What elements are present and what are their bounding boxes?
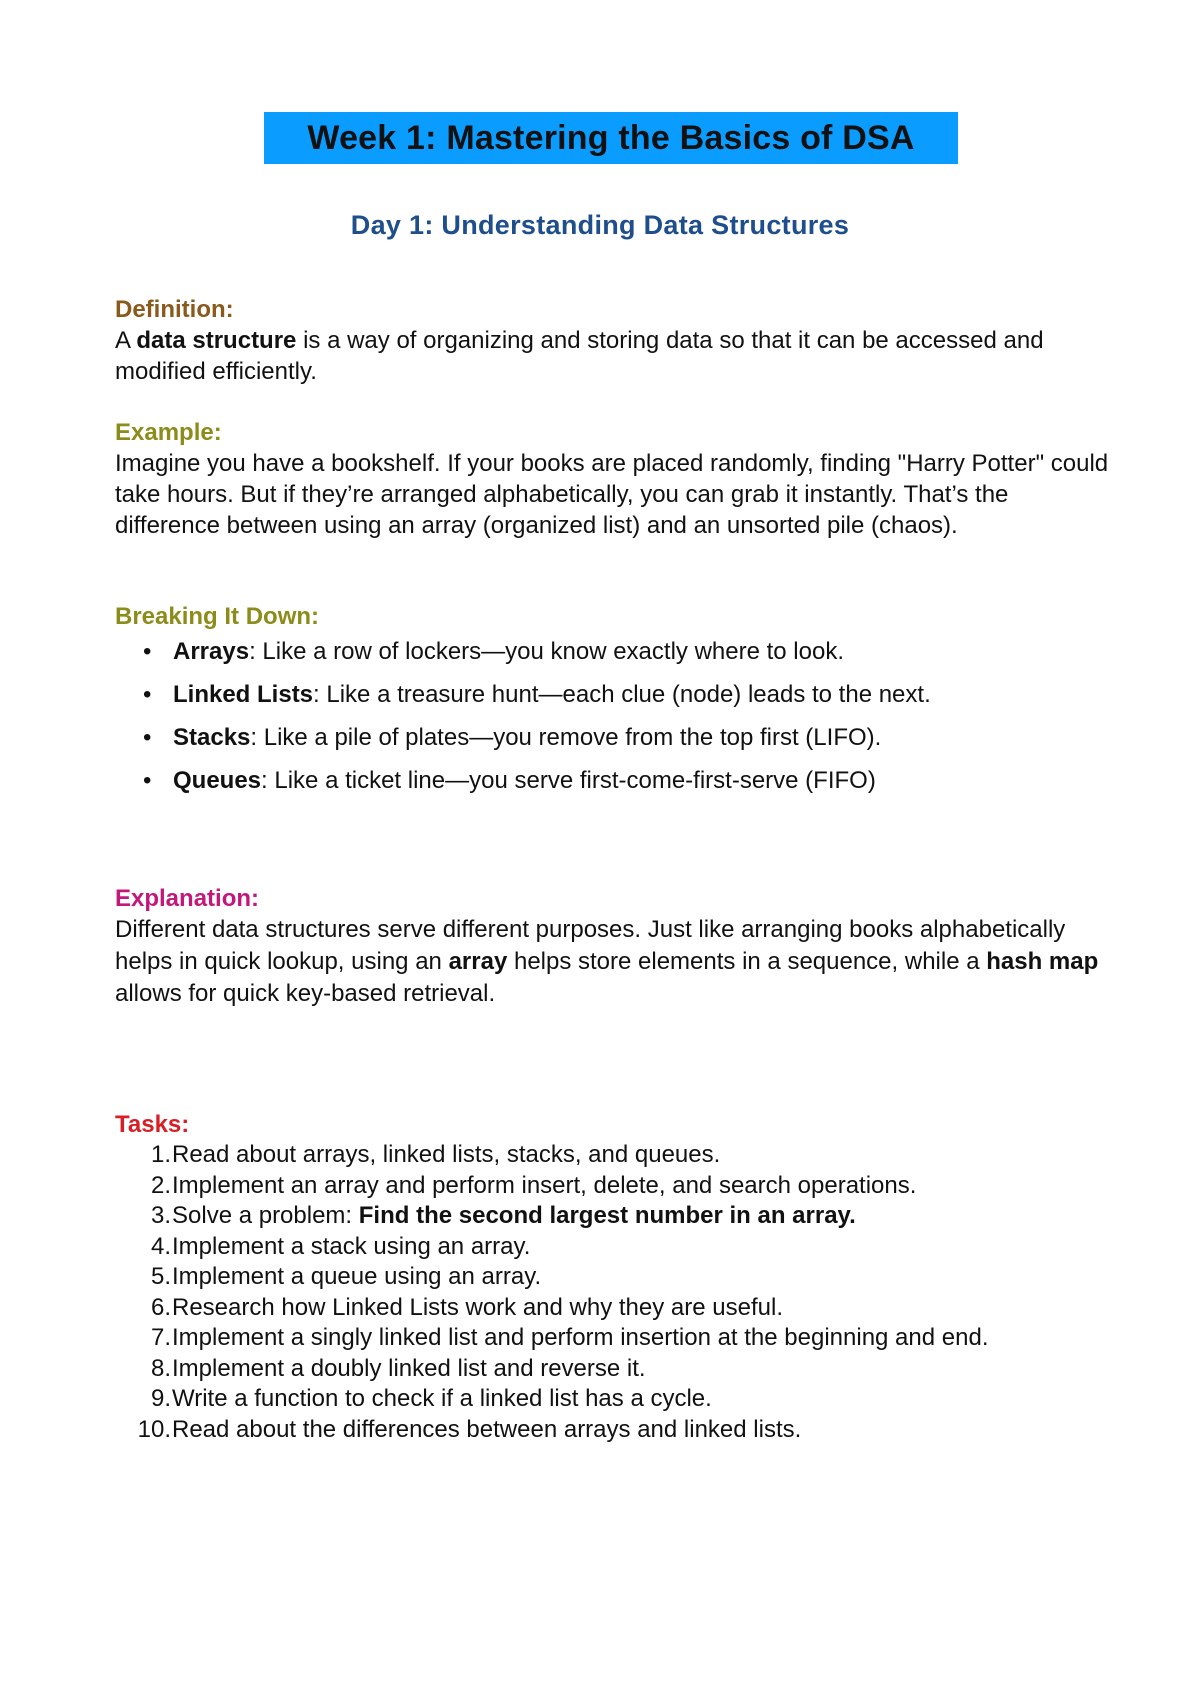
breaking-down-item bbox=[115, 722, 1115, 753]
bullet-icon: • bbox=[143, 767, 152, 794]
breaking-down-item bbox=[115, 679, 1115, 710]
task-item bbox=[115, 1232, 1115, 1263]
example-text: Imagine you have a bookshelf. If your books are placed randomly, finding "Harry Potter" could take hours. But if they’re arranged alphabetically, you can grab it instantly. That’s the difference between using an array (organized list) and an unsorted pile (chaos). bbox=[115, 450, 1109, 539]
task-item bbox=[115, 1171, 1115, 1202]
definition-text-suffix: is a way of organizing and storing data so that it can be accessed and modified efficiently. bbox=[115, 327, 1044, 385]
explanation-heading: Explanation: bbox=[115, 885, 260, 912]
task-number: 3. bbox=[150, 1202, 171, 1229]
week-title-banner: Week 1: Mastering the Basics of DSA bbox=[264, 112, 958, 164]
definition-heading: Definition: bbox=[115, 296, 234, 323]
bullet-icon: • bbox=[143, 681, 152, 708]
day-title: Day 1: Understanding Data Structures bbox=[350, 210, 850, 240]
task-item bbox=[115, 1415, 1115, 1446]
explanation-text bbox=[115, 914, 1115, 1010]
bullet-icon: • bbox=[143, 638, 152, 665]
task-item bbox=[115, 1262, 1115, 1293]
task-number: 9. bbox=[150, 1385, 171, 1412]
task-item bbox=[115, 1323, 1115, 1354]
task-text: Implement a stack using an array. bbox=[172, 1232, 531, 1260]
tasks-heading: Tasks: bbox=[115, 1111, 190, 1138]
definition-text-prefix: A bbox=[115, 327, 137, 354]
explanation-bold-1: array bbox=[448, 948, 508, 975]
task-text: Implement an array and perform insert, delete, and search operations. bbox=[172, 1171, 917, 1199]
breaking-down-term: Queues bbox=[173, 767, 262, 794]
breaking-down-desc: : Like a row of lockers—you know exactly where to look. bbox=[249, 638, 844, 665]
definition-text bbox=[115, 325, 1115, 387]
task-text: Implement a doubly linked list and reverse it. bbox=[172, 1354, 646, 1382]
task-text: Read about the differences between arrays and linked lists. bbox=[172, 1415, 802, 1443]
task-item bbox=[115, 1384, 1115, 1415]
breaking-down-item bbox=[115, 636, 1115, 667]
definition-section bbox=[115, 295, 1115, 387]
explanation-part-2: helps store elements in a sequence, while a bbox=[507, 948, 987, 975]
task-text: Read about arrays, linked lists, stacks, and queues. bbox=[172, 1141, 721, 1168]
tasks-section bbox=[115, 1110, 1115, 1445]
breaking-down-heading: Breaking It Down: bbox=[115, 603, 320, 630]
explanation-section bbox=[115, 884, 1115, 1010]
task-number: 4. bbox=[150, 1232, 171, 1260]
tasks-list bbox=[115, 1140, 1115, 1445]
breaking-down-desc: : Like a ticket line—you serve first-come-first-serve (FIFO) bbox=[261, 767, 876, 794]
breaking-down-term: Arrays bbox=[173, 638, 250, 665]
definition-term: data structure bbox=[136, 327, 297, 354]
task-text: Implement a queue using an array. bbox=[172, 1263, 542, 1290]
task-item bbox=[115, 1293, 1115, 1324]
task-text: Implement a singly linked list and perform insertion at the beginning and end. bbox=[172, 1324, 989, 1351]
task-text: Write a function to check if a linked list has a cycle. bbox=[172, 1385, 712, 1412]
bullet-icon: • bbox=[143, 724, 152, 751]
task-item bbox=[115, 1354, 1115, 1385]
breaking-down-item bbox=[115, 765, 1115, 796]
task-number: 10. bbox=[137, 1415, 171, 1443]
task-item bbox=[115, 1140, 1115, 1171]
example-heading: Example: bbox=[115, 419, 222, 446]
breaking-down-term: Stacks bbox=[173, 724, 251, 751]
task-number: 5. bbox=[150, 1263, 171, 1290]
explanation-part-1: Different data structures serve different purposes. Just like arranging books alphabetically helps in quick lookup, using an bbox=[115, 916, 1066, 975]
task-number: 2. bbox=[150, 1171, 171, 1199]
task-text: Solve a problem: bbox=[172, 1202, 359, 1229]
breaking-down-desc: : Like a treasure hunt—each clue (node) leads to the next. bbox=[313, 681, 931, 708]
task-number: 1. bbox=[150, 1141, 171, 1168]
task-text: Research how Linked Lists work and why they are useful. bbox=[172, 1293, 783, 1321]
breaking-down-desc: : Like a pile of plates—you remove from the top first (LIFO). bbox=[250, 724, 882, 751]
task-number: 8. bbox=[150, 1354, 171, 1382]
task-number: 7. bbox=[150, 1324, 171, 1351]
task-bold-text: Find the second largest number in an array. bbox=[358, 1202, 856, 1229]
explanation-part-3: allows for quick key-based retrieval. bbox=[115, 980, 496, 1007]
example-section bbox=[115, 418, 1115, 541]
breaking-down-list bbox=[115, 636, 1115, 796]
breaking-down-section bbox=[115, 602, 1115, 808]
task-item bbox=[115, 1201, 1115, 1232]
explanation-bold-2: hash map bbox=[986, 948, 1099, 975]
task-number: 6. bbox=[150, 1293, 171, 1321]
breaking-down-term: Linked Lists bbox=[173, 681, 314, 708]
